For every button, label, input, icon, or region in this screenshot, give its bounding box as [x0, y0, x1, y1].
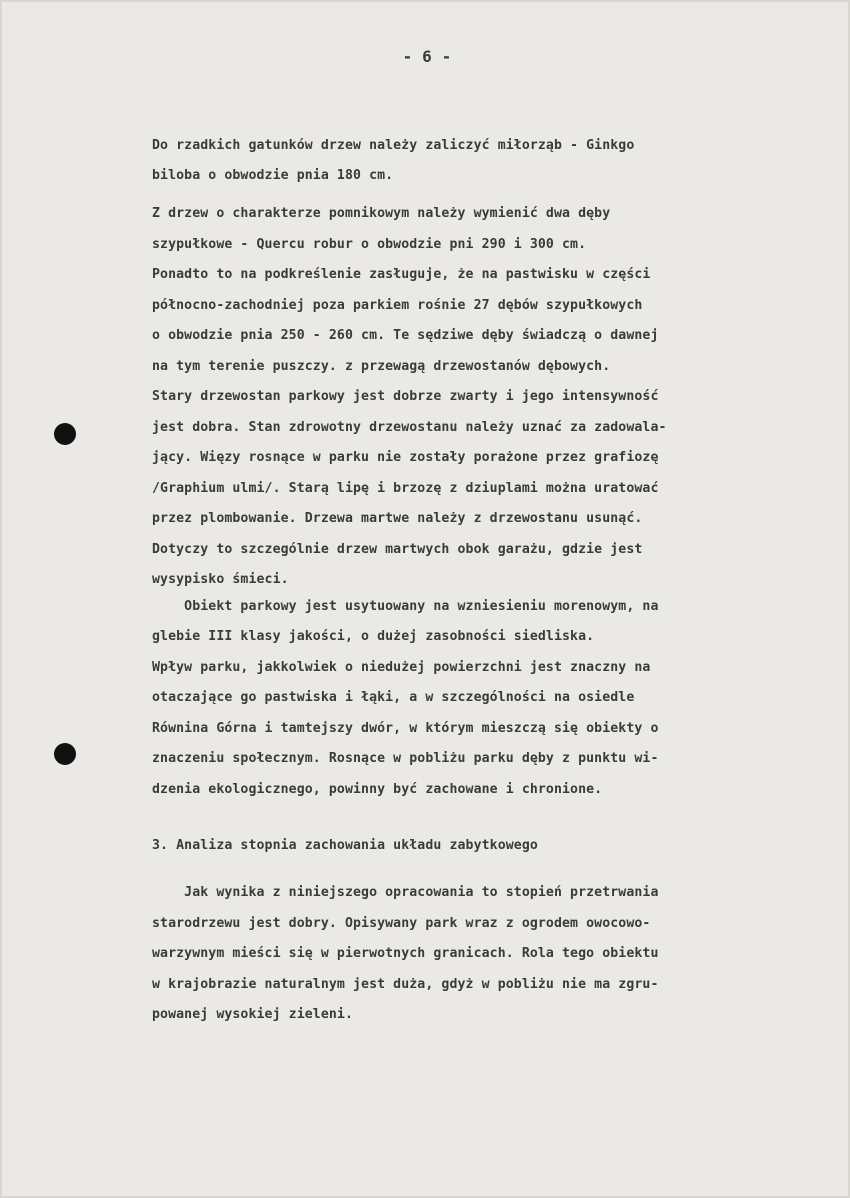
- text-line: Do rzadkich gatunków drzew należy zaliczyć miłorząb - Ginkgo: [152, 138, 635, 153]
- text-line: glebie III klasy jakości, o dużej zasobności siedliska.: [152, 629, 595, 644]
- text-line: na tym terenie puszczy. z przewagą drzewostanów dębowych.: [152, 359, 611, 374]
- text-line: starodrzewu jest dobry. Opisywany park wraz z ogrodem owocowo-: [152, 916, 651, 931]
- text-line: /Graphium ulmi/. Starą lipę i brzozę z dziuplami można uratować: [152, 481, 659, 496]
- text-line: warzywnym mieści się w pierwotnych granicach. Rola tego obiektu: [152, 946, 659, 961]
- text-line: północno-zachodniej poza parkiem rośnie 27 dębów szypułkowych: [152, 298, 643, 313]
- text-line: Z drzew o charakterze pomnikowym należy wymienić dwa dęby: [152, 206, 611, 221]
- text-line: jący. Więzy rosnące w parku nie zostały porażone przez grafiozę: [152, 450, 659, 465]
- text-line: Obiekt parkowy jest usytuowany na wzniesieniu morenowym, na: [152, 599, 659, 614]
- page-number: - 6 -: [402, 47, 452, 66]
- text-line: o obwodzie pnia 250 - 260 cm. Te sędziwe dęby świadczą o dawnej: [152, 328, 659, 343]
- text-line: w krajobrazie naturalnym jest duża, gdyż w pobliżu nie ma zgru-: [152, 977, 659, 992]
- text-line: powanej wysokiej zieleni.: [152, 1007, 353, 1022]
- punch-hole-top: [54, 423, 76, 445]
- text-line: szypułkowe - Quercu robur o obwodzie pni 290 i 300 cm.: [152, 237, 587, 252]
- text-line: wysypisko śmieci.: [152, 572, 289, 587]
- text-line: jest dobra. Stan zdrowotny drzewostanu należy uznać za zadowala-: [152, 420, 667, 435]
- text-line: biloba o obwodzie pnia 180 cm.: [152, 168, 394, 183]
- text-line: Jak wynika z niniejszego opracowania to stopień przetrwania: [152, 885, 659, 900]
- text-line: Wpływ parku, jakkolwiek o niedużej powierzchni jest znaczny na: [152, 660, 651, 675]
- text-line: Dotyczy to szczególnie drzew martwych obok garażu, gdzie jest: [152, 542, 643, 557]
- heading-line: 3. Analiza stopnia zachowania układu zabytkowego: [152, 838, 538, 853]
- text-line: Ponadto to na podkreślenie zasługuje, że na pastwisku w części: [152, 267, 651, 282]
- punch-hole-bottom: [54, 743, 76, 765]
- text-line: Stary drzewostan parkowy jest dobrze zwarty i jego intensywność: [152, 389, 659, 404]
- text-line: otaczające go pastwiska i łąki, a w szczególności na osiedle: [152, 690, 635, 705]
- text-line: znaczeniu społecznym. Rosnące w pobliżu parku dęby z punktu wi-: [152, 751, 659, 766]
- text-line: przez plombowanie. Drzewa martwe należy z drzewostanu usunąć.: [152, 511, 643, 526]
- text-line: dzenia ekologicznego, powinny być zachowane i chronione.: [152, 782, 603, 797]
- text-line: Równina Górna i tamtejszy dwór, w którym mieszczą się obiekty o: [152, 721, 659, 736]
